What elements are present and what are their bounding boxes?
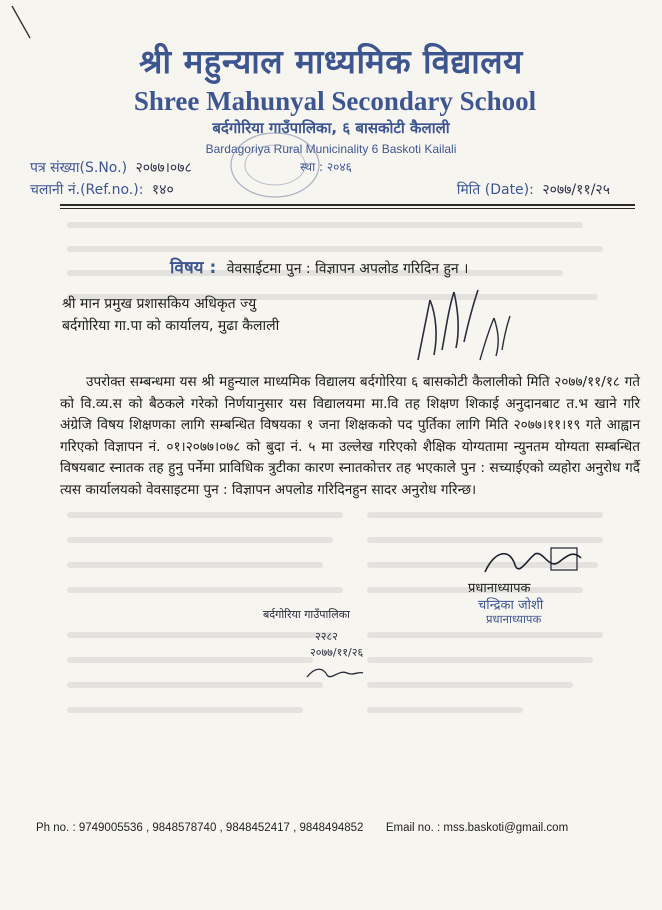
received-stamp-number: २२८२ bbox=[315, 630, 338, 643]
subject-label: विषय : bbox=[170, 258, 217, 278]
received-stamp bbox=[255, 605, 390, 705]
school-name-nepali: श्री महुन्याल माध्यमिक विद्यालय bbox=[139, 42, 523, 81]
letter-number bbox=[30, 158, 192, 177]
subject-line bbox=[170, 255, 468, 278]
email-address: mss.baskoti@gmail.com bbox=[443, 822, 569, 834]
letter-date bbox=[457, 180, 610, 199]
pen-mark bbox=[6, 2, 36, 42]
header-divider-thin bbox=[60, 208, 635, 209]
school-name-english: Shree Mahunyal Secondary School bbox=[133, 86, 537, 116]
phone-numbers: 9749005536 , 9848578740 , 9848452417 , 9848494852 bbox=[78, 822, 364, 834]
contact-footer bbox=[36, 822, 636, 834]
phone-label: Ph no. : bbox=[36, 822, 76, 834]
signatory-title: प्रधानाध्यापक bbox=[468, 581, 531, 596]
email-label: Email no. : bbox=[385, 822, 441, 834]
school-address-english: Bardagoriya Rural Municinality 6 Baskoti Kailali bbox=[205, 142, 457, 156]
letter-date-value: २०७७/११/२५ bbox=[542, 182, 610, 198]
subject-text: वेवसाईटमा पुन : विज्ञापन अपलोड गरिदिन हुन । bbox=[226, 261, 469, 277]
signatory-name: चन्द्रिका जोशी bbox=[478, 598, 544, 613]
addressee-line-1: श्री मान प्रमुख प्रशासकिय अधिकृत ज्यु bbox=[62, 296, 257, 312]
handwritten-annotation bbox=[408, 280, 518, 375]
letter-body: उपरोक्त सम्बन्धमा यस श्री महुन्याल माध्यमिक विद्यालय बर्दगोरिया ६ बासकोटी कैलालीको मिति २०७७/११/१८ गते को वि.व्य.स को बैठकले गरेको निर्णयानुसार यस विद्यालयमा मा.वि तह शिक्षण शिकाई अनुदानबाट त.भ खाने गरि अंग्रेजि विषय शिक्षणका लागि सम्बन्धित विषयका १ जना शिक्षकको पद पुर्तिका लागि मिति २०७७।११।१९ गते आह्वान गरिएको विज्ञापन नं. ०१।२०७७।०७८ को बुदा नं. ५ मा उल्लेख गरिएको शैक्षिक योग्यतामा न्युनतम योग्यता सम्बन्धित विषयबाट स्नातक तह हुनु पर्नेमा प्राविधिक त्रुटीका कारण स्नातकोत्तर तह भएकाले पुन : सच्याईएको व्यहोरा अनुरोध गर्दै त्यस कार्यालयको वेवसाइटमा पुन : विज्ञापन अपलोड गरिदिनहुन सादर अनुरोध गरिन्छ। bbox=[60, 374, 640, 498]
letter-date-label: मिति (Date): bbox=[456, 182, 534, 198]
reference-number bbox=[30, 180, 174, 199]
addressee-line-2: बर्दगोरिया गा.पा को कार्यालय, मुढा कैलाली bbox=[62, 318, 280, 334]
established-year: स्था : २०४६ bbox=[300, 160, 352, 174]
received-stamp-date: २०७७/११/२६ bbox=[310, 646, 364, 659]
school-address-nepali: बर्दगोरिया गाउँपालिका, ६ बासकोटी कैलाली bbox=[212, 119, 450, 137]
reference-number-value: १४० bbox=[151, 182, 174, 198]
signature bbox=[455, 540, 605, 580]
letter-number-value: २०७७।०७८ bbox=[135, 160, 192, 176]
reference-number-label: चलानी नं.(Ref.no.): bbox=[30, 182, 144, 198]
header-divider bbox=[60, 204, 635, 206]
received-stamp-office: बर्दगोरिया गाउँपालिका bbox=[263, 608, 351, 621]
letter-number-label: पत्र संख्या(S.No.) bbox=[30, 160, 128, 176]
signatory-stamp-title: प्रधानाध्यापक bbox=[486, 612, 542, 626]
received-stamp-signature bbox=[305, 663, 365, 683]
